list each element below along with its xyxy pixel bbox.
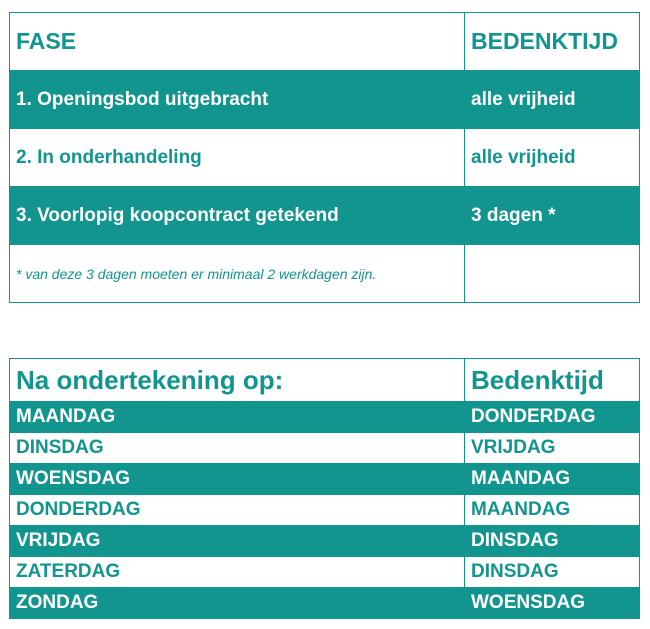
day-cell: ZATERDAG [10, 557, 465, 588]
day-cell: ZONDAG [10, 588, 465, 619]
cooling-header: Bedenktijd [465, 359, 640, 402]
phase-header: FASE [10, 13, 465, 71]
until-cell: MAANDAG [465, 495, 640, 526]
table-row [10, 187, 640, 245]
empty-cell [465, 245, 640, 303]
until-cell: DINSDAG [465, 526, 640, 557]
table-row [10, 71, 640, 129]
day-cell: VRIJDAG [10, 526, 465, 557]
footnote-row [10, 245, 640, 303]
table-row [10, 402, 640, 433]
table-row [10, 588, 640, 619]
table-row [10, 129, 640, 187]
phase-table [9, 12, 640, 303]
signed-on-header: Na ondertekening op: [10, 359, 465, 402]
phase-cell: 3. Voorlopig koopcontract getekend [10, 187, 465, 245]
until-cell: DINSDAG [465, 557, 640, 588]
phase-cell: 1. Openingsbod uitgebracht [10, 71, 465, 129]
table-row [10, 464, 640, 495]
day-cell: DINSDAG [10, 433, 465, 464]
footnote-text: * van deze 3 dagen moeten er minimaal 2 werkdagen zijn. [10, 245, 465, 303]
day-table [9, 358, 640, 619]
day-cell: MAANDAG [10, 402, 465, 433]
cooling-cell: alle vrijheid [465, 71, 640, 129]
cooling-cell: alle vrijheid [465, 129, 640, 187]
until-cell: VRIJDAG [465, 433, 640, 464]
day-cell: DONDERDAG [10, 495, 465, 526]
table-row [10, 557, 640, 588]
table-row [10, 495, 640, 526]
cooling-cell: 3 dagen * [465, 187, 640, 245]
day-cell: WOENSDAG [10, 464, 465, 495]
until-cell: MAANDAG [465, 464, 640, 495]
until-cell: WOENSDAG [465, 588, 640, 619]
phase-cell: 2. In onderhandeling [10, 129, 465, 187]
until-cell: DONDERDAG [465, 402, 640, 433]
phase-table-header [10, 13, 640, 71]
table-row [10, 526, 640, 557]
day-table-header [10, 359, 640, 402]
table-row [10, 433, 640, 464]
cooling-header: BEDENKTIJD [465, 13, 640, 71]
